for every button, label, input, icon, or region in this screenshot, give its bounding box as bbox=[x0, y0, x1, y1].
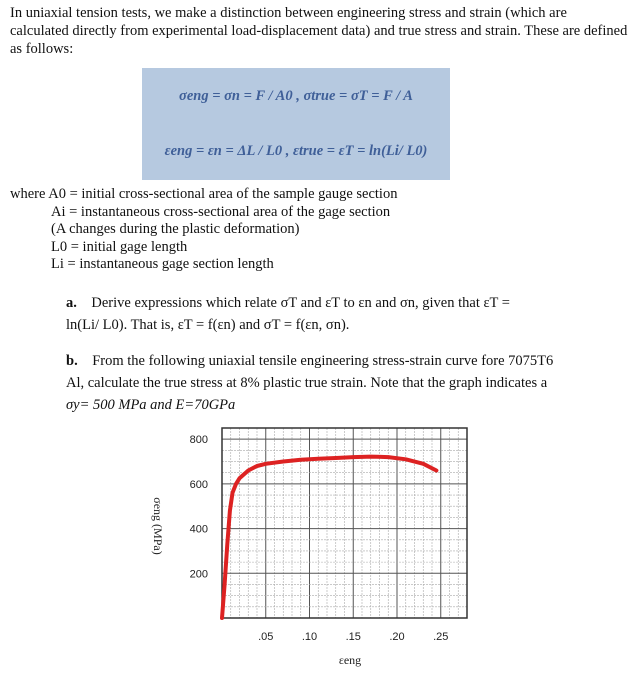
question-a-line2: ln(Li/ L0). That is, εT = f(εn) and σT = f(εn, σn). bbox=[66, 317, 350, 333]
equation-box bbox=[142, 68, 450, 180]
where-label: where bbox=[10, 186, 46, 202]
x-tick-label: .25 bbox=[433, 631, 449, 643]
definition-a0: A0 = initial cross-sectional area of the sample gauge section bbox=[48, 186, 398, 202]
question-b-line1: From the following uniaxial tensile engineering stress-strain curve fore 7075T6 bbox=[92, 353, 554, 369]
chart-svg bbox=[130, 418, 490, 676]
question-b-label: b. bbox=[66, 353, 78, 369]
x-tick-label: .15 bbox=[345, 631, 361, 643]
definition-ai: Ai = instantaneous cross-sectional area of the gage section bbox=[51, 203, 391, 220]
question-a bbox=[66, 292, 586, 336]
definition-l0: L0 = initial gage length bbox=[51, 238, 188, 255]
intro-paragraph: In uniaxial tension tests, we make a distinction between engineering stress and strain (which are calculated directly from experimental load-displacement data) and true stress and strain. These are defined as follows: bbox=[10, 5, 628, 57]
stress-strain-chart bbox=[130, 418, 490, 676]
question-a-line1: Derive expressions which relate σT and εT to εn and σn, given that εT = bbox=[91, 295, 510, 311]
y-axis-label: σeng (MPa) bbox=[151, 497, 165, 555]
x-axis-label: εeng bbox=[338, 653, 362, 667]
x-tick-label: .20 bbox=[389, 631, 405, 643]
y-tick-label: 600 bbox=[189, 478, 208, 491]
stress-equation: σeng = σn = F / A0 , σtrue = σT = F / A bbox=[179, 88, 413, 104]
question-b-line2: Al, calculate the true stress at 8% plastic true strain. Note that the graph indicates a bbox=[66, 375, 548, 391]
y-tick-label: 200 bbox=[189, 568, 208, 581]
definition-li: Li = instantaneous gage section length bbox=[51, 256, 274, 272]
question-b bbox=[66, 350, 586, 416]
definition-note: (A changes during the plastic deformation) bbox=[51, 221, 300, 237]
y-tick-label: 800 bbox=[189, 434, 208, 447]
x-tick-label: .05 bbox=[258, 631, 274, 643]
x-tick-label: .10 bbox=[301, 631, 318, 643]
definitions-list bbox=[10, 186, 397, 274]
strain-equation: εeng = εn = ΔL / L0 , εtrue = εT = ln(Li/ L0) bbox=[164, 143, 428, 159]
question-a-label: a. bbox=[66, 295, 77, 311]
question-b-line3: σy= 500 MPa and E=70GPa bbox=[66, 397, 236, 413]
y-tick-label: 400 bbox=[189, 523, 208, 536]
